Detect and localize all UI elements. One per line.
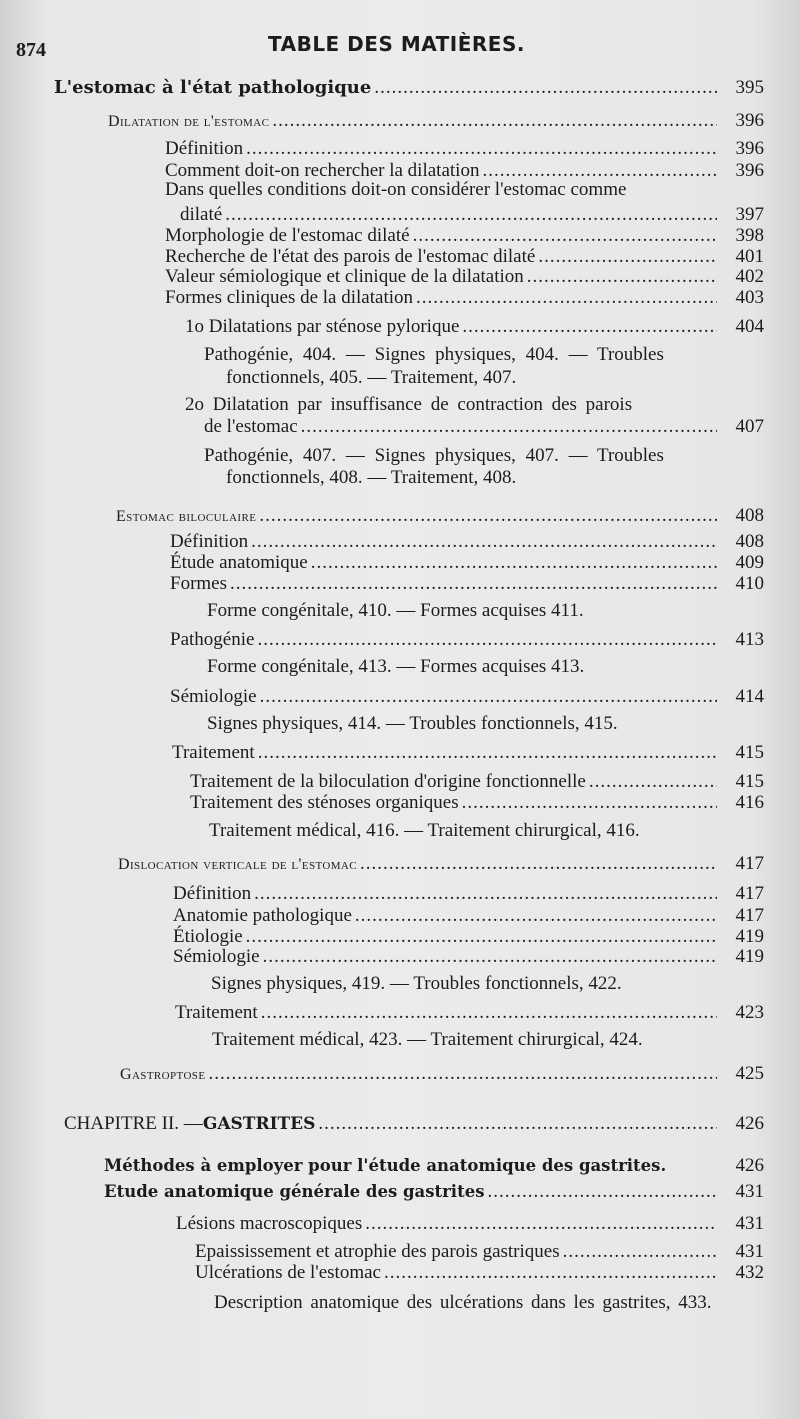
toc-page: 426 <box>735 1155 764 1176</box>
toc-entry-title: Comment doit-on rechercher la dilatation <box>165 160 480 181</box>
toc-entry-title: Dislocation verticale de l'estomac <box>118 856 357 873</box>
toc-page: 431 <box>735 1241 764 1262</box>
toc-entry <box>165 287 764 309</box>
leader-dots <box>301 416 717 438</box>
toc-page: 407 <box>735 416 764 437</box>
toc-entry-title: Sémiologie <box>170 686 257 707</box>
toc-subentry: Pathogénie, 404. — Signes physiques, 404. — Troubles <box>204 344 664 365</box>
toc-subentry: Description anatomique des ulcérations dans les gastrites, 433. <box>214 1292 712 1313</box>
running-head: TABLE DES MATIÈRES. <box>268 32 525 56</box>
leader-dots <box>246 926 717 948</box>
leader-dots <box>365 1213 717 1235</box>
toc-subentry: Signes physiques, 414. — Troubles fonctionnels, 415. <box>207 713 618 734</box>
toc-entry <box>170 531 764 553</box>
toc-entry <box>165 225 764 247</box>
toc-entry-title: Formes cliniques de la dilatation <box>165 287 414 308</box>
toc-page: 395 <box>735 77 764 98</box>
toc-page: 396 <box>735 160 764 181</box>
toc-entry-title: Estomac biloculaire <box>116 508 257 525</box>
leader-dots <box>272 110 717 132</box>
toc-page: 417 <box>735 853 764 874</box>
toc-entry-title: Anatomie pathologique <box>173 905 352 926</box>
leader-dots <box>260 686 717 708</box>
toc-entry-title: Ulcérations de l'estomac <box>195 1262 381 1283</box>
toc-entry-title: Valeur sémiologique et clinique de la dilatation <box>165 266 524 287</box>
toc-entry <box>170 573 764 595</box>
toc-entry-title: 1o Dilatations par sténose pylorique <box>185 316 460 337</box>
toc-entry <box>118 853 764 875</box>
toc-page: 413 <box>735 629 764 650</box>
toc-entry <box>170 629 764 651</box>
leader-dots <box>230 573 717 595</box>
toc-entry <box>172 742 764 764</box>
toc-page: 419 <box>735 946 764 967</box>
leader-dots <box>416 287 717 309</box>
toc-subentry: Forme congénitale, 413. — Formes acquises 413. <box>207 656 585 677</box>
toc-entry-title: Formes <box>170 573 227 594</box>
toc-entry-title: Morphologie de l'estomac dilaté <box>165 225 410 246</box>
toc-entry <box>180 204 764 226</box>
leader-dots <box>360 853 717 875</box>
toc-page: 416 <box>735 792 764 813</box>
toc-page: 426 <box>735 1113 764 1134</box>
toc-entry <box>190 792 764 814</box>
toc-entry-title: Sémiologie <box>173 946 260 967</box>
toc-entry <box>108 110 764 132</box>
toc-page: 403 <box>735 287 764 308</box>
toc-subentry: Pathogénie, 407. — Signes physiques, 407. — Troubles <box>204 445 664 466</box>
toc-entry-title: L'estomac à l'état pathologique <box>54 77 372 98</box>
leader-dots <box>589 771 717 793</box>
toc-subentry: Forme congénitale, 410. — Formes acquises 411. <box>207 600 584 621</box>
toc-entry-title: Gastroptose <box>120 1066 206 1083</box>
toc-entry-title: de l'estomac <box>204 416 298 437</box>
toc-entry-title: Traitement <box>175 1002 258 1023</box>
toc-page: 410 <box>735 573 764 594</box>
toc-entry <box>165 138 764 160</box>
leader-dots <box>259 505 717 527</box>
leader-dots <box>225 204 717 226</box>
leader-dots <box>462 792 717 814</box>
toc-page: 409 <box>735 552 764 573</box>
toc-entry-title: Traitement de la biloculation d'origine fonctionnelle <box>190 771 586 792</box>
toc-entry <box>173 883 764 905</box>
leader-dots <box>261 1002 717 1024</box>
toc-entry <box>173 926 764 948</box>
toc-entry-title: Dans quelles conditions doit-on considérer l'estomac comme <box>165 179 627 200</box>
toc-subentry: Traitement médical, 416. — Traitement chirurgical, 416. <box>209 820 640 841</box>
toc-entry-title: Étude anatomique <box>170 552 308 573</box>
toc-subentry: Signes physiques, 419. — Troubles fonctionnels, 422. <box>211 973 622 994</box>
toc-page: 431 <box>735 1181 764 1202</box>
leader-dots <box>538 246 717 268</box>
toc-page: 402 <box>735 266 764 287</box>
leader-dots <box>355 905 717 927</box>
toc-entry <box>116 505 764 527</box>
toc-entry <box>104 1155 764 1177</box>
leader-dots <box>527 266 717 288</box>
toc-entry <box>204 416 764 438</box>
leader-dots <box>487 1181 717 1203</box>
toc-entry <box>176 1213 764 1235</box>
toc-page: 417 <box>735 883 764 904</box>
toc-page: 415 <box>735 771 764 792</box>
toc-entry-title: Dilatation de l'estomac <box>108 113 270 130</box>
leader-dots <box>251 531 717 553</box>
toc-entry-title: Recherche de l'état des parois de l'estomac dilaté <box>165 246 536 267</box>
chapter-label: CHAPITRE II. — <box>64 1113 203 1134</box>
toc-page: 417 <box>735 905 764 926</box>
leader-dots <box>318 1113 717 1135</box>
toc-page: 396 <box>735 138 764 159</box>
toc-page: 414 <box>735 686 764 707</box>
chapter-title: GASTRITES <box>202 1114 316 1134</box>
leader-dots <box>258 742 717 764</box>
toc-page: 415 <box>735 742 764 763</box>
leader-dots <box>384 1262 717 1284</box>
leader-dots <box>462 316 717 338</box>
toc-entry <box>120 1063 764 1085</box>
toc-entry <box>195 1241 764 1263</box>
toc-entry-title: Etude anatomique générale des gastrites <box>104 1182 485 1201</box>
toc-entry-title: Lésions macroscopiques <box>176 1213 363 1234</box>
toc-entry-title: Epaississement et atrophie des parois gastriques <box>195 1241 560 1262</box>
toc-entry-title: Étiologie <box>173 926 243 947</box>
toc-page: 396 <box>735 110 764 131</box>
toc-entry <box>104 1181 764 1203</box>
toc-entry-title: Traitement <box>172 742 255 763</box>
toc-entry <box>173 946 764 968</box>
leader-dots <box>254 883 717 905</box>
toc-subentry: Traitement médical, 423. — Traitement chirurgical, 424. <box>212 1029 643 1050</box>
toc-entry <box>54 77 764 99</box>
leader-dots <box>263 946 717 968</box>
toc-page: 408 <box>735 531 764 552</box>
toc-entry-title: dilaté <box>180 204 223 225</box>
leader-dots <box>311 552 717 574</box>
toc-subentry: fonctionnels, 405. — Traitement, 407. <box>226 367 517 388</box>
toc-page: 432 <box>735 1262 764 1283</box>
toc-entry-title: Pathogénie <box>170 629 255 650</box>
toc-entry <box>170 552 764 574</box>
toc-subentry: fonctionnels, 408. — Traitement, 408. <box>226 467 517 488</box>
toc-entry <box>170 686 764 708</box>
toc-page: 431 <box>735 1213 764 1234</box>
toc-entry-title: 2o Dilatation par insuffisance de contraction des parois <box>185 394 633 415</box>
toc-page: 398 <box>735 225 764 246</box>
toc-page: 397 <box>735 204 764 225</box>
toc-entry <box>195 1262 764 1284</box>
toc-entry <box>190 771 764 793</box>
toc-entry-title: Traitement des sténoses organiques <box>190 792 459 813</box>
toc-entry-title: Définition <box>165 138 244 159</box>
toc-page: 404 <box>735 316 764 337</box>
leader-dots <box>208 1063 717 1085</box>
leader-dots <box>413 225 717 247</box>
toc-page: 423 <box>735 1002 764 1023</box>
toc-entry <box>175 1002 764 1024</box>
toc-entry-title: Définition <box>173 883 252 904</box>
toc-page: 401 <box>735 246 764 267</box>
toc-entry <box>165 246 764 268</box>
chapter-heading <box>64 1113 764 1135</box>
toc-page: 419 <box>735 926 764 947</box>
leader-dots <box>563 1241 717 1263</box>
toc-entry-title: Définition <box>170 531 249 552</box>
leader-dots <box>374 77 717 99</box>
toc-entry <box>173 905 764 927</box>
toc-entry-title: Méthodes à employer pour l'étude anatomique des gastrites. <box>104 1156 667 1175</box>
page-number: 874 <box>16 39 46 61</box>
leader-dots <box>257 629 717 651</box>
toc-entry <box>185 316 764 338</box>
toc-page: 408 <box>735 505 764 526</box>
leader-dots <box>246 138 717 160</box>
toc-entry <box>165 266 764 288</box>
toc-page: 425 <box>735 1063 764 1084</box>
